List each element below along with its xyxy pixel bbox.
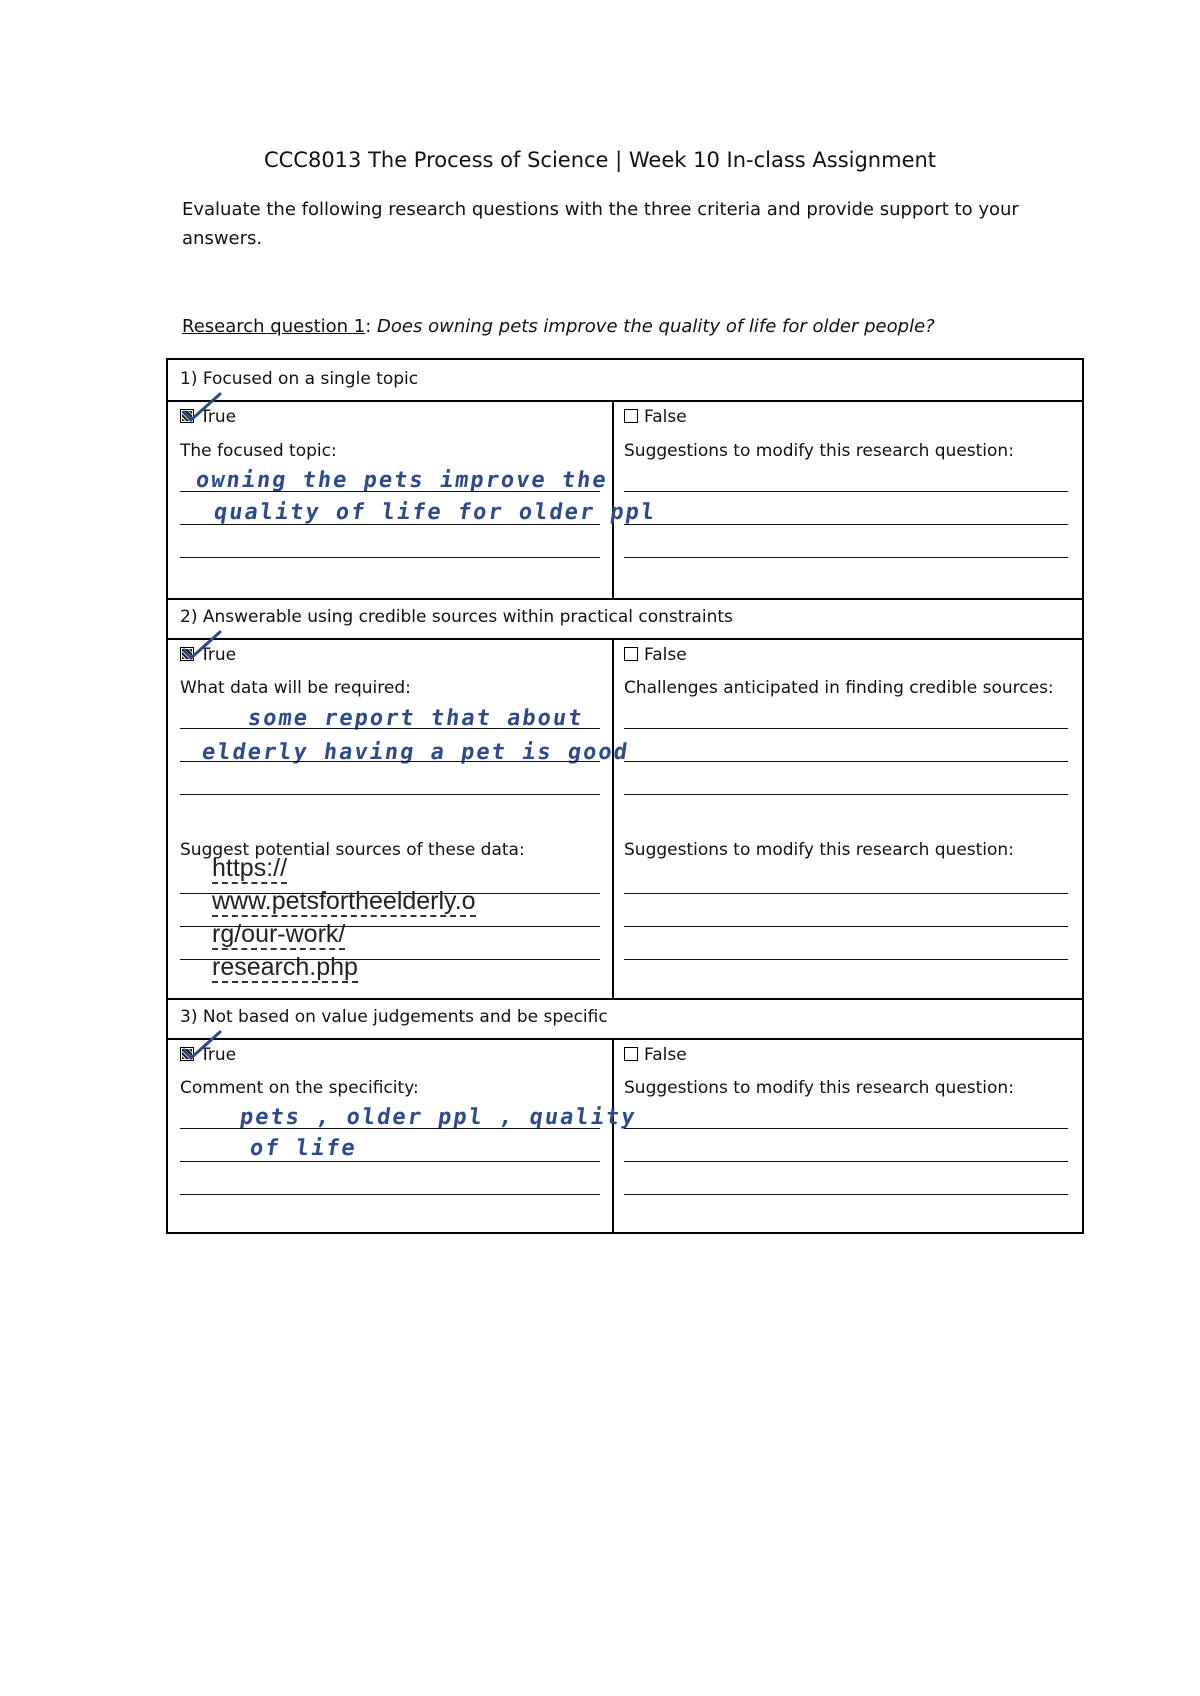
writing-line[interactable] [180,794,600,795]
writing-line[interactable] [180,524,600,525]
divider [168,400,1082,402]
writing-line[interactable] [624,491,1068,492]
check-mark-icon [182,390,224,426]
writing-line[interactable] [624,1161,1068,1162]
research-question-label: Research question 1 [182,316,366,337]
writing-line[interactable] [180,1128,600,1129]
divider [168,1038,1082,1040]
handwritten-answer: some report that about [246,706,586,731]
writing-line[interactable] [180,761,600,762]
section-2-false-option[interactable] [624,645,687,665]
section-1-false-option[interactable] [624,407,687,427]
instructions: Evaluate the following research questions with the three criteria and provide support to your answers. [182,199,1019,249]
writing-line[interactable] [180,557,600,558]
writing-line[interactable] [624,524,1068,525]
handwritten-answer: owning the pets improve the [194,468,610,493]
writing-line[interactable] [624,959,1068,960]
false-label: False [644,645,687,665]
false-checkbox[interactable] [624,409,638,423]
column-divider [612,1038,614,1234]
divider [168,998,1082,1000]
section-2-left-prompt-2: Suggest potential sources of these data: [180,840,525,860]
false-checkbox[interactable] [624,647,638,661]
true-label: True [200,645,237,665]
research-question-text: Does owning pets improve the quality of life for older people? [377,316,935,337]
handwritten-answer: pets , older ppl , quality [238,1105,639,1130]
writing-line[interactable] [180,893,600,894]
handwritten-answer: of life [248,1136,359,1161]
writing-line[interactable] [624,728,1068,729]
writing-line[interactable] [180,728,600,729]
section-2-right-prompt: Challenges anticipated in finding credible sources: [624,678,1054,698]
criteria-table [166,358,1084,1234]
column-divider [612,400,614,598]
source-url-line: https:// [212,854,288,882]
section-1-right-prompt: Suggestions to modify this research question: [624,441,1014,461]
section-3-left-prompt: Comment on the specificity: [180,1078,419,1098]
false-label: False [644,407,687,427]
true-label: True [200,407,237,427]
handwritten-answer: elderly having a pet is good [200,740,631,765]
research-question [182,316,935,337]
handwritten-answer: quality of life for older ppl [212,500,658,525]
false-checkbox[interactable] [624,1047,638,1061]
research-question-separator: : [365,316,378,337]
divider [168,598,1082,600]
section-3-right-prompt: Suggestions to modify this research question: [624,1078,1014,1098]
check-mark-icon [182,1028,224,1064]
writing-line[interactable] [624,794,1068,795]
writing-line[interactable] [180,926,600,927]
writing-line[interactable] [180,491,600,492]
check-mark-icon [182,628,224,664]
writing-line[interactable] [624,1194,1068,1195]
section-3-heading: 3) Not based on value judgements and be specific [180,1007,608,1027]
writing-line[interactable] [624,893,1068,894]
page-title: CCC8013 The Process of Science | Week 10 In-class Assignment [263,148,937,172]
writing-line[interactable] [624,761,1068,762]
source-url-line: www.petsfortheelderly.o [212,887,476,915]
column-divider [612,638,614,998]
source-url-line: research.php [212,953,358,981]
section-1-left-prompt: The focused topic: [180,441,337,461]
writing-line[interactable] [624,557,1068,558]
section-2-right-prompt-2: Suggestions to modify this research question: [624,840,1014,860]
section-2-heading: 2) Answerable using credible sources within practical constraints [180,607,733,627]
section-2-left-prompt: What data will be required: [180,678,411,698]
source-url-line: rg/our-work/ [212,920,346,948]
false-label: False [644,1045,687,1065]
true-label: True [200,1045,237,1065]
section-3-false-option[interactable] [624,1045,687,1065]
section-1-heading: 1) Focused on a single topic [180,369,419,389]
writing-line[interactable] [180,959,600,960]
divider [168,638,1082,640]
writing-line[interactable] [180,1161,600,1162]
writing-line[interactable] [180,1194,600,1195]
writing-line[interactable] [624,1128,1068,1129]
writing-line[interactable] [624,926,1068,927]
